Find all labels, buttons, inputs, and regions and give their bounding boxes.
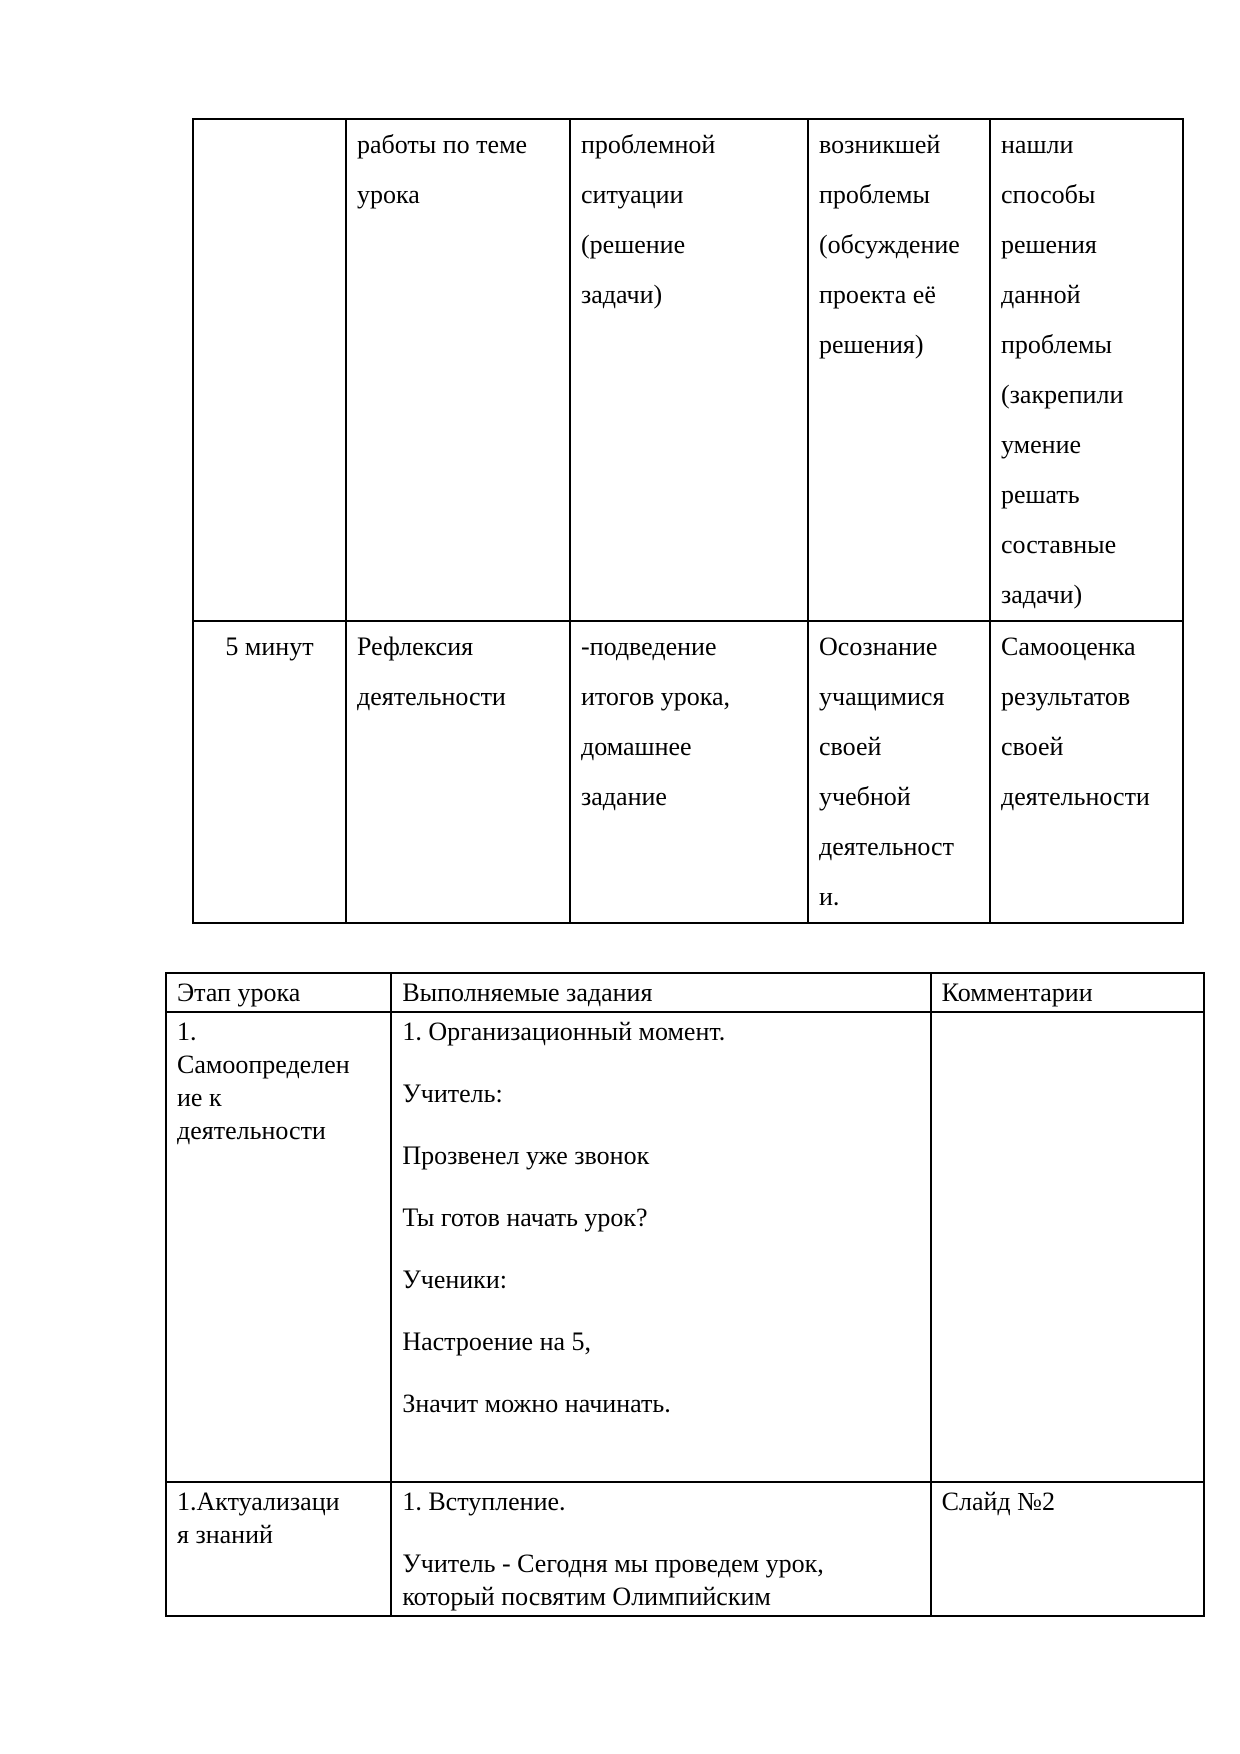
cell-line: и. bbox=[819, 882, 840, 911]
tasks-cell bbox=[391, 1012, 930, 1482]
task-line: Учитель - Сегодня мы проведем урок, bbox=[402, 1549, 824, 1578]
cell-line: результатов bbox=[1001, 682, 1131, 711]
comment-cell: Слайд №2 bbox=[931, 1482, 1204, 1616]
header-tasks: Выполняемые задания bbox=[391, 973, 930, 1012]
cell-line: 1.Актуализаци bbox=[177, 1487, 340, 1516]
task-paragraph: Прозвенел уже звонок bbox=[402, 1141, 650, 1170]
cell-line: возникшей bbox=[819, 130, 941, 159]
cell-line: задачи) bbox=[581, 280, 663, 309]
cell-line: задание bbox=[581, 782, 667, 811]
result-cell bbox=[990, 621, 1183, 923]
stage-cell bbox=[346, 119, 570, 621]
cell-line: Самооценка bbox=[1001, 632, 1136, 661]
cell-line: деятельност bbox=[819, 832, 954, 861]
cell-line: итогов урока, bbox=[581, 682, 731, 711]
cell-line: нашли bbox=[1001, 130, 1074, 159]
cell-line: решения bbox=[1001, 230, 1097, 259]
table-row bbox=[193, 621, 1183, 923]
cell-line: проблемы bbox=[1001, 330, 1112, 359]
task-line: который посвятим Олимпийским bbox=[402, 1582, 771, 1611]
cell-line: учащимися bbox=[819, 682, 945, 711]
cell-line: Самоопределен bbox=[177, 1050, 350, 1079]
task-paragraph: Настроение на 5, bbox=[402, 1327, 592, 1356]
content-cell bbox=[570, 621, 808, 923]
lesson-plan-table-continued bbox=[192, 118, 1184, 924]
cell-line: 1. bbox=[177, 1017, 197, 1046]
cell-line: задачи) bbox=[1001, 580, 1083, 609]
time-cell bbox=[193, 621, 346, 923]
cell-line: учебной bbox=[819, 782, 911, 811]
header-stage: Этап урока bbox=[166, 973, 391, 1012]
cell-line: 5 минут bbox=[225, 632, 314, 661]
cell-line: деятельности bbox=[177, 1116, 326, 1145]
stage-cell bbox=[166, 1482, 391, 1616]
table-row bbox=[166, 1012, 1204, 1482]
tasks-cell bbox=[391, 1482, 930, 1616]
cell-line: я знаний bbox=[177, 1520, 273, 1549]
cell-line: ие к bbox=[177, 1083, 222, 1112]
cell-line: Осознание bbox=[819, 632, 938, 661]
stage-cell bbox=[166, 1012, 391, 1482]
cell-line: составные bbox=[1001, 530, 1117, 559]
cell-line: деятельности bbox=[357, 682, 506, 711]
task-paragraph: Ты готов начать урок? bbox=[402, 1203, 648, 1232]
cell-line: умение bbox=[1001, 430, 1082, 459]
teacher-cell bbox=[808, 119, 990, 621]
cell-line: своей bbox=[819, 732, 882, 761]
cell-line: ситуации bbox=[581, 180, 684, 209]
cell-line: (обсуждение bbox=[819, 230, 960, 259]
teacher-cell bbox=[808, 621, 990, 923]
table-header-row bbox=[166, 973, 1204, 1012]
time-cell bbox=[193, 119, 346, 621]
cell-line: решать bbox=[1001, 480, 1080, 509]
task-paragraph: Значит можно начинать. bbox=[402, 1389, 671, 1418]
cell-line: урока bbox=[357, 180, 420, 209]
table-row bbox=[166, 1482, 1204, 1616]
cell-line: проблемной bbox=[581, 130, 716, 159]
comment-cell bbox=[931, 1012, 1204, 1482]
task-paragraph: 1. Вступление. bbox=[402, 1487, 566, 1516]
cell-line: домашнее bbox=[581, 732, 692, 761]
cell-line: проблемы bbox=[819, 180, 930, 209]
result-cell bbox=[990, 119, 1183, 621]
task-paragraph: 1. Организационный момент. bbox=[402, 1017, 726, 1046]
cell-line: работы по теме bbox=[357, 130, 528, 159]
task-paragraph: Ученики: bbox=[402, 1265, 507, 1294]
cell-line: (закрепили bbox=[1001, 380, 1124, 409]
cell-line: -подведение bbox=[581, 632, 717, 661]
content-cell bbox=[570, 119, 808, 621]
table-row bbox=[193, 119, 1183, 621]
header-comments: Комментарии bbox=[931, 973, 1204, 1012]
cell-line: своей bbox=[1001, 732, 1064, 761]
lesson-stages-table bbox=[165, 972, 1205, 1617]
cell-line: способы bbox=[1001, 180, 1096, 209]
cell-line: Рефлексия bbox=[357, 632, 474, 661]
cell-line: решения) bbox=[819, 330, 924, 359]
cell-line: проекта её bbox=[819, 280, 936, 309]
task-paragraph: Учитель: bbox=[402, 1079, 503, 1108]
cell-line: деятельности bbox=[1001, 782, 1150, 811]
cell-line: данной bbox=[1001, 280, 1081, 309]
stage-cell bbox=[346, 621, 570, 923]
cell-line: (решение bbox=[581, 230, 686, 259]
